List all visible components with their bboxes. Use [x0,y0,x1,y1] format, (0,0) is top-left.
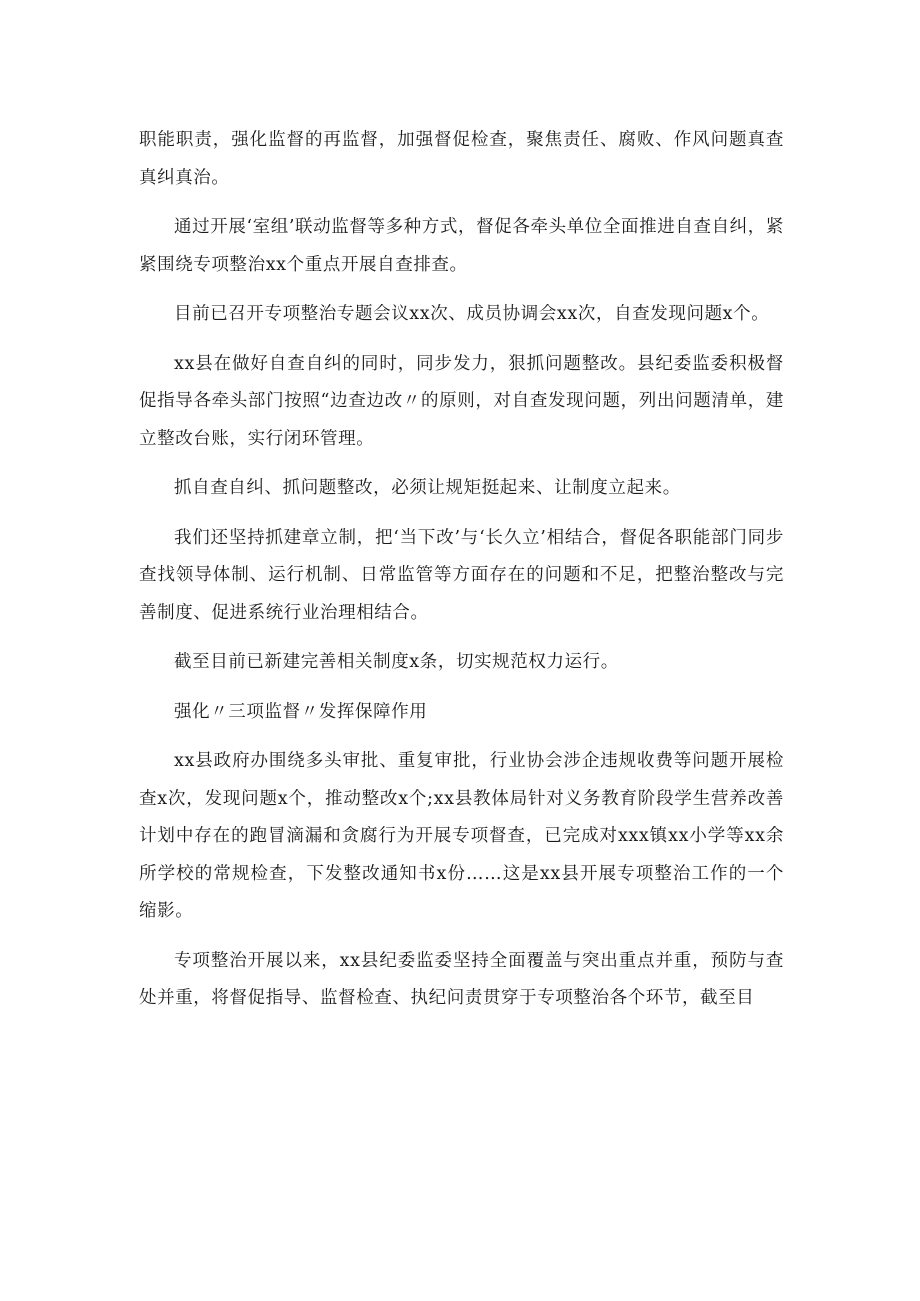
paragraph-9: 专项整治开展以来，xx县纪委监委坚持全面覆盖与突出重点并重，预防与查处并重，将督促指导、监督检查、执纪问责贯穿于专项整治各个环节，截至目 [139,950,784,1008]
section-heading: 强化〃三项监督〃发挥保障作用 [174,701,428,722]
paragraph-3: 目前已召开专项整治专题会议xx次、成员协调会xx次，自查发现问题x个。 [174,304,770,324]
paragraph-7: 截至目前已新建完善相关制度x条，切实规范权力运行。 [174,652,619,672]
paragraph-4: xx县在做好自查自纠的同时，同步发力，狠抓问题整改。县纪委监委积极督促指导各牵头部门按照“边查边改〃的原则，对自查发现问题，列出问题清单，建立整改台账，实行闭环管理。 [139,353,784,449]
paragraph-2: 通过开展‘室组’联动监督等多种方式，督促各牵头单位全面推进自查自纠，紧紧围绕专项整治xx个重点开展自查排查。 [139,217,784,275]
paragraph-1: 职能职责，强化监督的再监督，加强督促检查，聚焦责任、腐败、作风问题真查真纠真治。 [139,130,784,188]
paragraph-5: 抓自查自纠、抓问题整改，必须让规矩挺起来、让制度立起来。 [174,478,681,498]
document-body [139,122,784,1030]
paragraph-6: 我们还坚持抓建章立制，把‘当下改’与‘长久立’相结合，督促各职能部门同步查找领导体制、运行机制、日常监管等方面存在的问题和不足，把整治整改与完善制度、促进系统行业治理相结合。 [139,527,784,623]
paragraph-8: xx县政府办围绕多头审批、重复审批，行业协会涉企违规收费等问题开展检查x次，发现问题x个，推动整改x个;xx县教体局针对义务教育阶段学生营养改善计划中存在的跑冒滴漏和贪腐行为开展专项督查，已完成对xxx镇xx小学等xx余所学校的常规检查，下发整改通知书x份……这是xx县开展专项整治工作的一个缩影。 [139,751,784,921]
